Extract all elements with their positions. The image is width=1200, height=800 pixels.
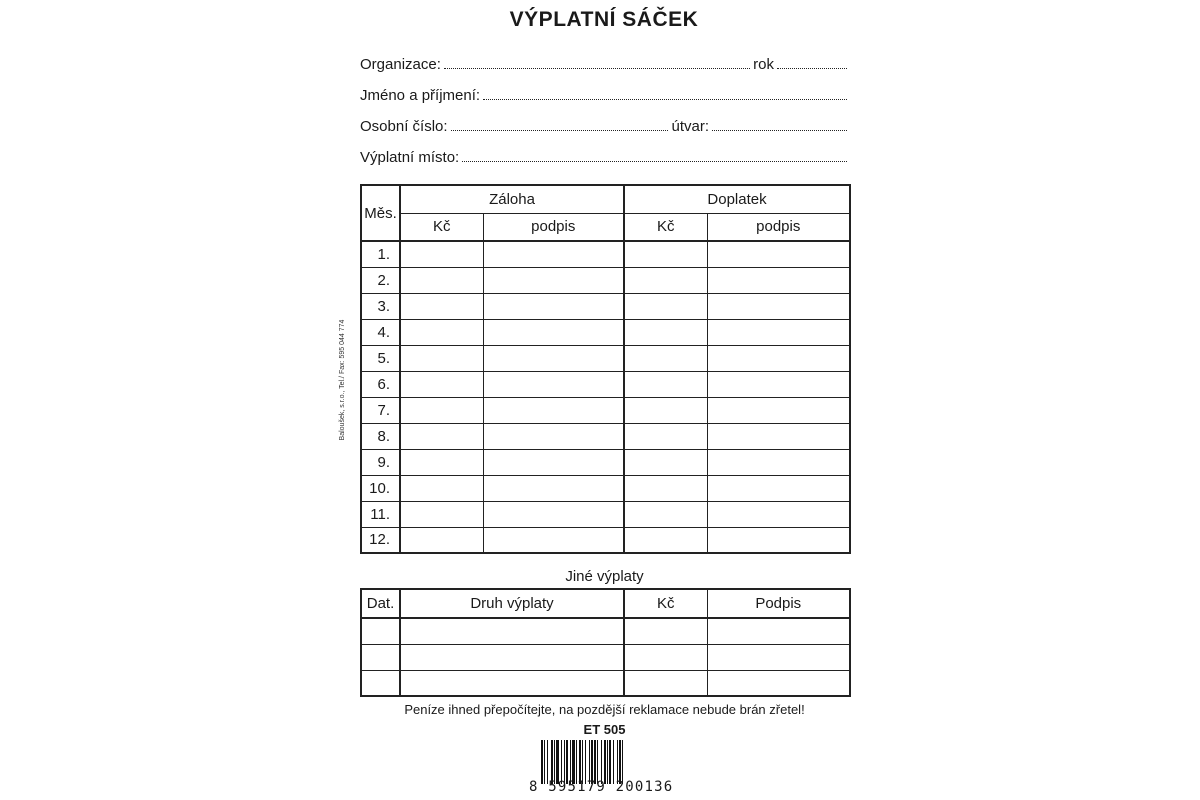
month-row bbox=[361, 475, 850, 501]
monthly-payments-table bbox=[360, 184, 851, 554]
barcode-bar bbox=[609, 740, 611, 784]
balance-amount-cell[interactable] bbox=[624, 501, 707, 527]
month-number: 3. bbox=[361, 293, 400, 319]
month-number: 1. bbox=[361, 241, 400, 267]
balance-signature-cell[interactable] bbox=[707, 293, 850, 319]
month-number: 12. bbox=[361, 527, 400, 553]
balance-amount-cell[interactable] bbox=[624, 371, 707, 397]
barcode-bar bbox=[564, 740, 565, 784]
barcode-bar bbox=[585, 740, 586, 784]
other-payment-row bbox=[361, 670, 850, 696]
barcode-bar bbox=[622, 740, 623, 784]
month-row bbox=[361, 527, 850, 553]
barcode-bar bbox=[604, 740, 606, 784]
month-row bbox=[361, 293, 850, 319]
year-field[interactable] bbox=[777, 58, 847, 69]
month-number: 4. bbox=[361, 319, 400, 345]
balance-amount-cell[interactable] bbox=[624, 397, 707, 423]
balance-amount-cell[interactable] bbox=[624, 527, 707, 553]
advance-signature-header: podpis bbox=[483, 213, 624, 241]
barcode-bar bbox=[572, 740, 575, 784]
balance-amount-cell[interactable] bbox=[624, 475, 707, 501]
payment-place-line bbox=[360, 149, 850, 171]
balance-amount-cell[interactable] bbox=[624, 293, 707, 319]
other-payments-table bbox=[360, 588, 851, 697]
balance-header: Doplatek bbox=[624, 185, 850, 213]
month-row bbox=[361, 449, 850, 475]
barcode-bar bbox=[582, 740, 583, 784]
barcode-bar bbox=[579, 740, 581, 784]
balance-signature-cell[interactable] bbox=[707, 241, 850, 267]
advance-signature-cell[interactable] bbox=[483, 371, 624, 397]
barcode bbox=[529, 740, 679, 798]
month-number: 10. bbox=[361, 475, 400, 501]
barcode-bar bbox=[591, 740, 593, 784]
organization-label: Organizace: bbox=[360, 56, 441, 73]
month-row bbox=[361, 397, 850, 423]
month-number: 2. bbox=[361, 267, 400, 293]
advance-amount-header: Kč bbox=[400, 213, 483, 241]
other-type-cell[interactable] bbox=[400, 670, 624, 696]
barcode-bar bbox=[566, 740, 568, 784]
other-payments-caption: Jiné výplaty bbox=[565, 568, 644, 585]
department-field[interactable] bbox=[712, 120, 847, 131]
month-number: 11. bbox=[361, 501, 400, 527]
balance-amount-cell[interactable] bbox=[624, 423, 707, 449]
barcode-bar bbox=[551, 740, 553, 784]
barcode-bar bbox=[594, 740, 596, 784]
publisher-text: Baloušek, s.r.o., Tel./ Fax: 595 044 774 bbox=[339, 319, 346, 441]
balance-signature-header: podpis bbox=[707, 213, 850, 241]
month-number: 6. bbox=[361, 371, 400, 397]
personal-number-label: Osobní číslo: bbox=[360, 118, 448, 135]
other-date-cell[interactable] bbox=[361, 644, 400, 670]
name-label: Jméno a příjmení: bbox=[360, 87, 481, 104]
month-number: 8. bbox=[361, 423, 400, 449]
form-code: ET 505 bbox=[583, 722, 626, 737]
month-number: 5. bbox=[361, 345, 400, 371]
month-row bbox=[361, 371, 850, 397]
personal-number-field[interactable] bbox=[451, 120, 669, 131]
balance-amount-header: Kč bbox=[624, 213, 707, 241]
organization-field[interactable] bbox=[444, 58, 750, 69]
balance-signature-cell[interactable] bbox=[707, 371, 850, 397]
payment-type-header: Druh výplaty bbox=[400, 589, 624, 618]
month-row bbox=[361, 423, 850, 449]
month-number: 7. bbox=[361, 397, 400, 423]
balance-signature-cell[interactable] bbox=[707, 267, 850, 293]
other-amount-cell[interactable] bbox=[624, 644, 707, 670]
balance-amount-cell[interactable] bbox=[624, 319, 707, 345]
barcode-bar bbox=[589, 740, 590, 784]
barcode-bar bbox=[601, 740, 602, 784]
payment-place-label: Výplatní místo: bbox=[360, 149, 460, 166]
other-payment-row bbox=[361, 618, 850, 644]
balance-amount-cell[interactable] bbox=[624, 241, 707, 267]
advance-amount-cell[interactable] bbox=[400, 397, 483, 423]
balance-signature-cell[interactable] bbox=[707, 527, 850, 553]
barcode-bar bbox=[619, 740, 621, 784]
month-row bbox=[361, 345, 850, 371]
balance-signature-cell[interactable] bbox=[707, 449, 850, 475]
balance-amount-cell[interactable] bbox=[624, 267, 707, 293]
advance-amount-cell[interactable] bbox=[400, 501, 483, 527]
advance-signature-cell[interactable] bbox=[483, 293, 624, 319]
barcode-bar bbox=[544, 740, 545, 784]
month-number: 9. bbox=[361, 449, 400, 475]
other-signature-cell[interactable] bbox=[707, 618, 850, 644]
advance-amount-cell[interactable] bbox=[400, 475, 483, 501]
barcode-bar bbox=[613, 740, 614, 784]
advance-header: Záloha bbox=[400, 185, 624, 213]
barcode-number: 8 595179 200136 bbox=[529, 779, 674, 795]
organization-line bbox=[360, 56, 850, 78]
barcode-bar bbox=[570, 740, 571, 784]
barcode-bar bbox=[576, 740, 577, 784]
barcode-bar bbox=[561, 740, 562, 784]
advance-signature-cell[interactable] bbox=[483, 475, 624, 501]
name-field[interactable] bbox=[483, 89, 847, 100]
advance-signature-cell[interactable] bbox=[483, 501, 624, 527]
balance-signature-cell[interactable] bbox=[707, 423, 850, 449]
year-label: rok bbox=[753, 56, 774, 73]
advance-amount-cell[interactable] bbox=[400, 371, 483, 397]
other-amount-cell[interactable] bbox=[624, 670, 707, 696]
other-amount-header: Kč bbox=[624, 589, 707, 618]
advance-signature-cell[interactable] bbox=[483, 527, 624, 553]
advance-amount-cell[interactable] bbox=[400, 423, 483, 449]
other-signature-cell[interactable] bbox=[707, 644, 850, 670]
advance-amount-cell[interactable] bbox=[400, 345, 483, 371]
balance-signature-cell[interactable] bbox=[707, 397, 850, 423]
barcode-bar bbox=[554, 740, 555, 784]
barcode-bar bbox=[617, 740, 618, 784]
advance-signature-cell[interactable] bbox=[483, 423, 624, 449]
personal-number-line bbox=[360, 118, 850, 140]
balance-signature-cell[interactable] bbox=[707, 501, 850, 527]
other-signature-cell[interactable] bbox=[707, 670, 850, 696]
advance-amount-cell[interactable] bbox=[400, 319, 483, 345]
balance-signature-cell[interactable] bbox=[707, 345, 850, 371]
balance-amount-cell[interactable] bbox=[624, 449, 707, 475]
balance-amount-cell[interactable] bbox=[624, 345, 707, 371]
month-header: Měs. bbox=[361, 185, 400, 241]
other-signature-header: Podpis bbox=[707, 589, 850, 618]
advance-amount-cell[interactable] bbox=[400, 293, 483, 319]
advance-signature-cell[interactable] bbox=[483, 267, 624, 293]
other-date-cell[interactable] bbox=[361, 618, 400, 644]
department-label: útvar: bbox=[671, 118, 709, 135]
advance-signature-cell[interactable] bbox=[483, 319, 624, 345]
barcode-bar bbox=[541, 740, 543, 784]
advance-signature-cell[interactable] bbox=[483, 397, 624, 423]
balance-signature-cell[interactable] bbox=[707, 475, 850, 501]
month-row bbox=[361, 501, 850, 527]
name-line bbox=[360, 87, 850, 109]
advance-amount-cell[interactable] bbox=[400, 267, 483, 293]
barcode-bar bbox=[597, 740, 598, 784]
month-row bbox=[361, 267, 850, 293]
month-row bbox=[361, 319, 850, 345]
other-payment-row bbox=[361, 644, 850, 670]
barcode-bar bbox=[556, 740, 559, 784]
barcode-bars bbox=[529, 740, 679, 784]
document-title: VÝPLATNÍ SÁČEK bbox=[509, 8, 699, 31]
advance-amount-cell[interactable] bbox=[400, 241, 483, 267]
date-header: Dat. bbox=[361, 589, 400, 618]
recount-notice: Peníze ihned přepočítejte, na pozdější reklamace nebude brán zřetel! bbox=[404, 702, 805, 717]
advance-signature-cell[interactable] bbox=[483, 241, 624, 267]
advance-signature-cell[interactable] bbox=[483, 345, 624, 371]
other-type-cell[interactable] bbox=[400, 618, 624, 644]
advance-amount-cell[interactable] bbox=[400, 527, 483, 553]
barcode-bar bbox=[607, 740, 608, 784]
other-type-cell[interactable] bbox=[400, 644, 624, 670]
other-date-cell[interactable] bbox=[361, 670, 400, 696]
month-row bbox=[361, 241, 850, 267]
other-amount-cell[interactable] bbox=[624, 618, 707, 644]
balance-signature-cell[interactable] bbox=[707, 319, 850, 345]
advance-signature-cell[interactable] bbox=[483, 449, 624, 475]
advance-amount-cell[interactable] bbox=[400, 449, 483, 475]
payment-place-field[interactable] bbox=[462, 151, 847, 162]
barcode-bar bbox=[547, 740, 548, 784]
